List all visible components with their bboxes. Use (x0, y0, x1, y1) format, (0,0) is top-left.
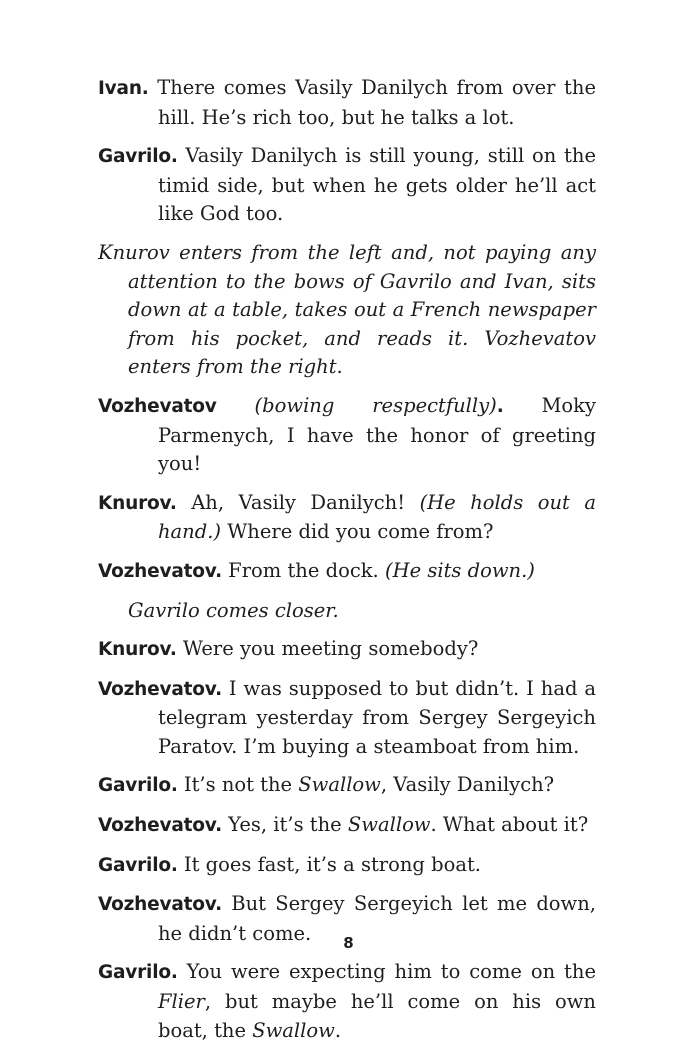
speaker-name: Gavrilo. (98, 962, 178, 984)
stage-direction: Knurov enters from the left and, not paying any attention to the bows of Gavrilo and Ivan, sits down at a table, takes out a French newspaper from his pocket, and reads it. Vozhevatov enters from the right. (98, 240, 596, 379)
dialogue-line (98, 635, 596, 665)
inline-stage-direction: (He holds out a hand.) (158, 490, 596, 544)
line-text: But Sergey Sergeyich let me down, he didn’t come. (158, 892, 596, 945)
dialogue-line (98, 958, 596, 1045)
line-text: I was supposed to but didn’t. I had a telegram yesterday from Sergey Sergeyich Paratov. I’m buying a steamboat from him. (158, 676, 596, 758)
speaker-name: Gavrilo. (98, 854, 178, 876)
dialogue-line (98, 392, 596, 479)
inline-stage-direction: (bowing respectfully) (216, 393, 497, 417)
line-text: From the dock. (221, 558, 385, 582)
boat-name: Swallow (298, 773, 381, 797)
speaker-name: Gavrilo. (98, 775, 178, 797)
speaker-name: Knurov. (98, 492, 177, 514)
dialogue-line (98, 811, 596, 841)
line-text: There comes Vasily Danilych from over the hill. He’s rich too, but he talks a lot. (148, 76, 596, 129)
speaker-name: Knurov. (98, 639, 177, 661)
dialogue-line (98, 557, 596, 587)
line-text: Moky Parmenych, I have the honor of greeting you! (158, 393, 596, 476)
speaker-name: Vozhevatov. (98, 678, 222, 700)
line-text-continued: , but maybe he’ll come on his own boat, the (158, 990, 596, 1042)
line-text: It’s not the (177, 773, 299, 797)
dialogue-line (98, 74, 596, 132)
line-text-end: . (334, 1018, 342, 1042)
stage-direction: Gavrilo comes closer. (128, 598, 339, 622)
speaker-name: Gavrilo. (98, 146, 178, 168)
speaker-name: Vozhevatov. (98, 815, 222, 837)
speaker-punctuation: . (496, 395, 504, 417)
speaker-name: Vozhevatov (98, 395, 217, 417)
page-number: 8 (343, 934, 354, 952)
play-text (98, 74, 596, 1055)
dialogue-line (98, 675, 596, 762)
boat-name: Flier (158, 990, 205, 1014)
dialogue-line (98, 851, 596, 881)
line-text-continued: . What about it? (430, 813, 589, 837)
speaker-name: Vozhevatov. (98, 560, 222, 582)
boat-name: Swallow (252, 1018, 335, 1042)
dialogue-line (98, 142, 596, 229)
dialogue-line (98, 771, 596, 801)
dialogue-line (98, 489, 596, 547)
line-text-continued: Where did you come from? (221, 520, 494, 544)
line-text: Vasily Danilych is still young, still on the timid side, but when he gets older he’ll act like God too. (158, 144, 596, 226)
line-text: Yes, it’s the (221, 813, 348, 837)
line-text: It goes fast, it’s a strong boat. (177, 852, 481, 876)
speaker-name: Ivan. (98, 78, 149, 99)
inline-stage-direction: (He sits down.) (384, 558, 535, 582)
boat-name: Swallow (347, 813, 431, 837)
line-text: Were you meeting somebody? (176, 637, 479, 661)
line-text-continued: , Vasily Danilych? (380, 773, 555, 797)
line-text: You were expecting him to come on the (177, 960, 596, 984)
speaker-name: Vozhevatov. (98, 894, 222, 916)
line-text: Ah, Vasily Danilych! (176, 490, 420, 514)
